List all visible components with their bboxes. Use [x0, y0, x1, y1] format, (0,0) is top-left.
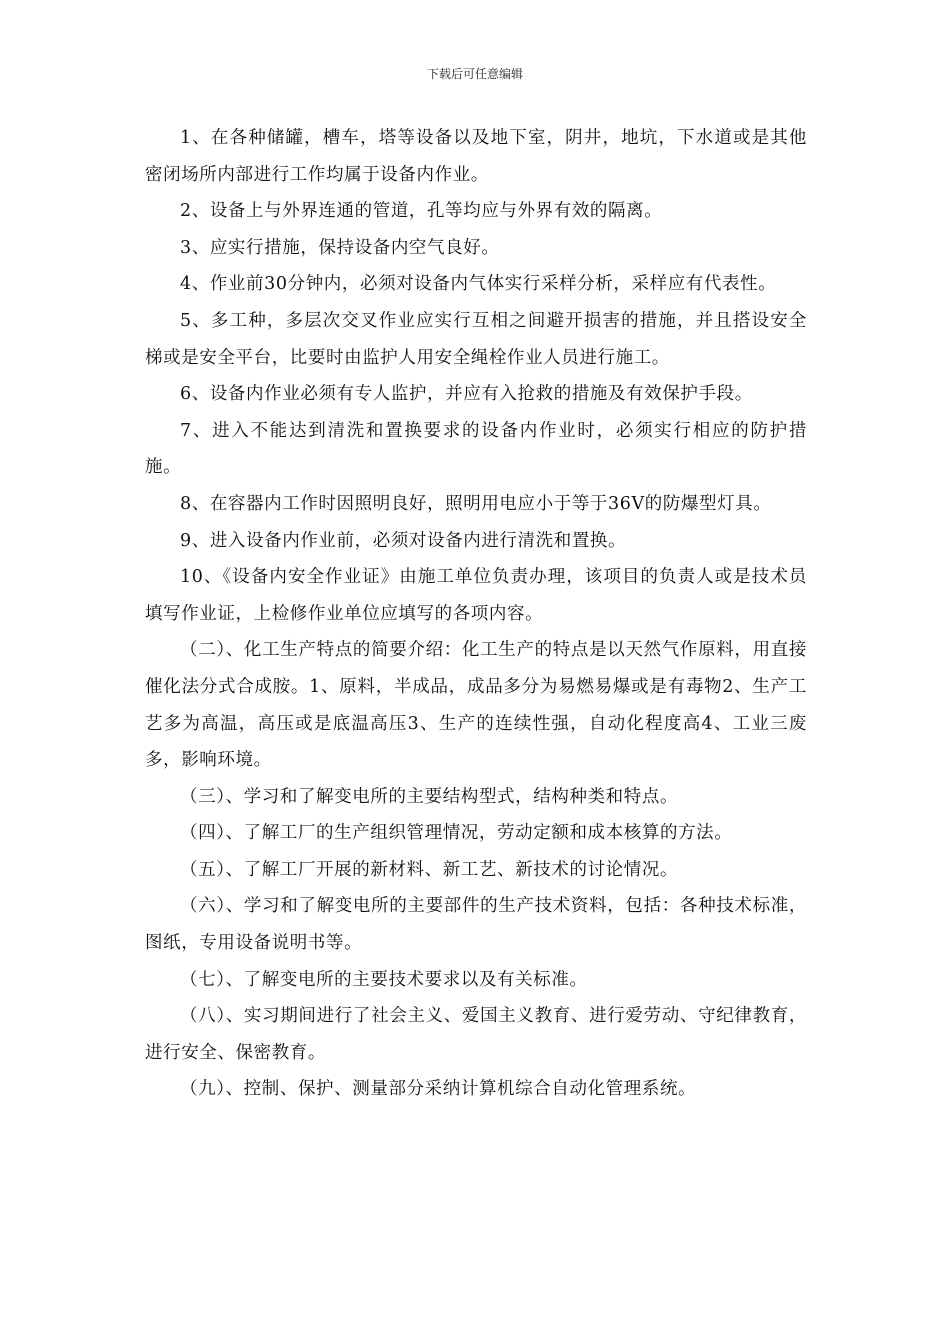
paragraph-6: 6、设备内作业必须有专人监护，并应有入抢救的措施及有效保护手段。	[180, 384, 753, 405]
paragraph-1: 1、在各种储罐，槽车，塔等设备以及地下室，阴井，地坑，下水道或是其他密闭场所内部进行工作均属于设备内作业。	[145, 128, 807, 185]
paragraph-5: 5、多工种，多层次交叉作业应实行互相之间避开损害的措施，并且搭设安全梯或是安全平台，比要时由监护人用安全绳栓作业人员进行施工。	[145, 310, 807, 368]
page-header-note: 下载后可任意编辑	[426, 67, 523, 81]
paragraph-4: 4、作业前30分钟内，必须对设备内气体实行采样分析，采样应有代表性。	[180, 274, 777, 295]
paragraph-section-4: （四）、了解工厂的生产组织管理情况，劳动定额和成本核算的方法。	[180, 823, 733, 844]
paragraph-section-8: （八）、实习期间进行了社会主义、爱国主义教育、进行爱劳动、守纪律教育，进行安全、保密教育。	[145, 1006, 807, 1063]
paragraph-section-5: （五）、了解工厂开展的新材料、新工艺、新技术的讨论情况。	[180, 859, 679, 880]
paragraph-2: 2、设备上与外界连通的管道，孔等均应与外界有效的隔离。	[180, 201, 663, 222]
document-body	[145, 120, 807, 1108]
paragraph-section-3: （三）、学习和了解变电所的主要结构型式，结构种类和特点。	[180, 786, 679, 807]
paragraph-9: 9、进入设备内作业前，必须对设备内进行清洗和置换。	[180, 530, 627, 551]
paragraph-8: 8、在容器内工作时因照明良好，照明用电应小于等于36V的防爆型灯具。	[180, 493, 772, 514]
paragraph-7: 7、进入不能达到清洗和置换要求的设备内作业时，必须实行相应的防护措施。	[145, 420, 807, 478]
paragraph-section-7: （七）、了解变电所的主要技术要求以及有关标准。	[180, 969, 588, 990]
paragraph-section-2: （二）、化工生产特点的简要介绍：化工生产的特点是以天然气作原料，用直接催化法分式合成胺。1、原料，半成品，成品多分为易燃易爆或是有毒物2、生产工艺多为高温，高压或是底温高压3、生产的连续性强，自动化程度高4、工业三废多，影响环境。	[145, 640, 807, 771]
paragraph-section-9: （九）、控制、保护、测量部分采纳计算机综合自动化管理系统。	[180, 1079, 697, 1100]
paragraph-section-6: （六）、学习和了解变电所的主要部件的生产技术资料，包括：各种技术标准，图纸，专用设备说明书等。	[145, 896, 807, 954]
paragraph-10: 10、《设备内安全作业证》由施工单位负责办理，该项目的负责人或是技术员填写作业证，上检修作业单位应填写的各项内容。	[145, 567, 807, 624]
paragraph-3: 3、应实行措施，保持设备内空气良好。	[180, 237, 500, 258]
